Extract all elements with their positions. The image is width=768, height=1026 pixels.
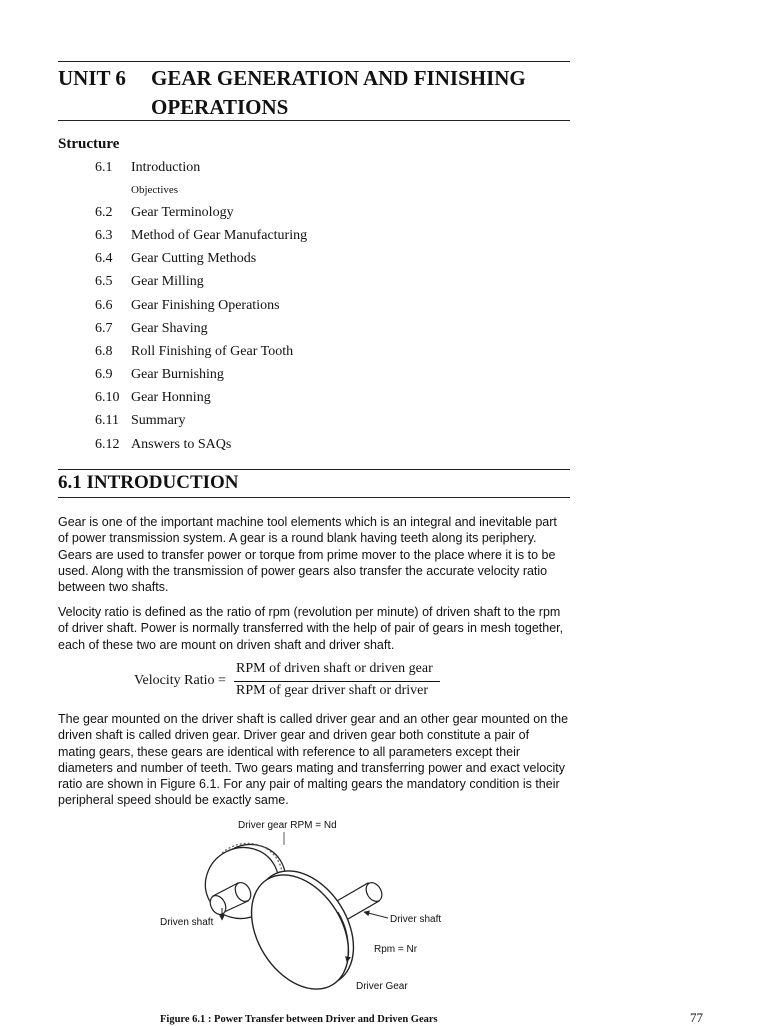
unit-number: UNIT 6 (58, 66, 126, 90)
toc-title: Method of Gear Manufacturing (131, 228, 308, 243)
toc-title: Answers to SAQs (131, 437, 232, 452)
toc-number: 6.4 (95, 251, 113, 266)
toc-number: 6.9 (95, 367, 113, 382)
toc-title: Gear Honning (131, 390, 211, 405)
toc-number: 6.8 (95, 344, 113, 359)
paragraph: Velocity ratio is defined as the ratio of rpm (revolution per minute) of driven shaft to the rpm of driver shaft. Power is normally transferred with the help of pair of gears in mesh together, each of these two are mount on driven shaft and driver shaft. (58, 605, 564, 652)
toc-title: Gear Finishing Operations (131, 298, 280, 313)
driven-shaft-label: Driven shaft (160, 917, 214, 928)
figure-caption: Figure 6.1 : Power Transfer between Driver and Driven Gears (160, 1014, 438, 1025)
toc-number: 6.3 (95, 228, 113, 243)
paragraph: The gear mounted on the driver shaft is called driver gear and an other gear mounted on the driven shaft is called driven gear. Driver gear and driven gear both constitute a pair of mating gears, these gears are identical with reference to all parameters except their diameters and number of teeth. Two gears mating and transferring power and exact velocity ratio are shown in Figure 6.1. For any pair of malting gears the mandatory condition is their peripheral speed should be exactly same. (58, 712, 569, 808)
toc-number: 6.5 (95, 274, 113, 289)
toc-title: Gear Burnishing (131, 367, 224, 382)
page-number: 77 (690, 1010, 703, 1025)
toc-title: Introduction (131, 160, 201, 175)
toc-number: 6.2 (95, 205, 113, 220)
toc-title: Gear Terminology (131, 205, 234, 220)
toc-number: 6.6 (95, 298, 113, 313)
toc-number: 6.1 (95, 160, 113, 175)
toc-subitem: Objectives (131, 184, 179, 196)
toc-number: 6.10 (95, 390, 120, 405)
toc-title: Summary (131, 413, 186, 428)
rpm-nr-label: Rpm = Nr (374, 944, 418, 955)
toc-title: Gear Cutting Methods (131, 251, 257, 266)
paragraph: Gear is one of the important machine tool elements which is an integral and inevitable part of power transmission system. A gear is a round blank having teeth along its periphery. Gears are used to transfer power or torque from prime mover to the place where it is to be used. Along with the transmission of power gears also transfer the accurate velocity ratio between two shafts. (58, 515, 557, 595)
toc-title: Gear Milling (131, 274, 204, 289)
toc-title: Gear Shaving (131, 321, 208, 336)
structure-label: Structure (58, 136, 120, 152)
section-heading: 6.1 INTRODUCTION (58, 472, 239, 493)
formula-numerator: RPM of driven shaft or driven gear (236, 661, 433, 676)
driver-rpm-label: Driver gear RPM = Nd (238, 820, 337, 831)
toc-title: Roll Finishing of Gear Tooth (131, 344, 294, 359)
driver-shaft-label: Driver shaft (390, 914, 442, 925)
unit-title: GEAR GENERATION AND FINISHING OPERATIONS (151, 66, 526, 119)
driver-gear-label: Driver Gear (356, 981, 408, 992)
toc-number: 6.7 (95, 321, 113, 336)
toc-number: 6.11 (95, 413, 119, 428)
formula-lhs: Velocity Ratio = (134, 673, 226, 688)
driver-shaft-arrow (364, 912, 388, 918)
formula-denominator: RPM of gear driver shaft or driver (236, 683, 429, 698)
toc-number: 6.12 (95, 437, 120, 452)
